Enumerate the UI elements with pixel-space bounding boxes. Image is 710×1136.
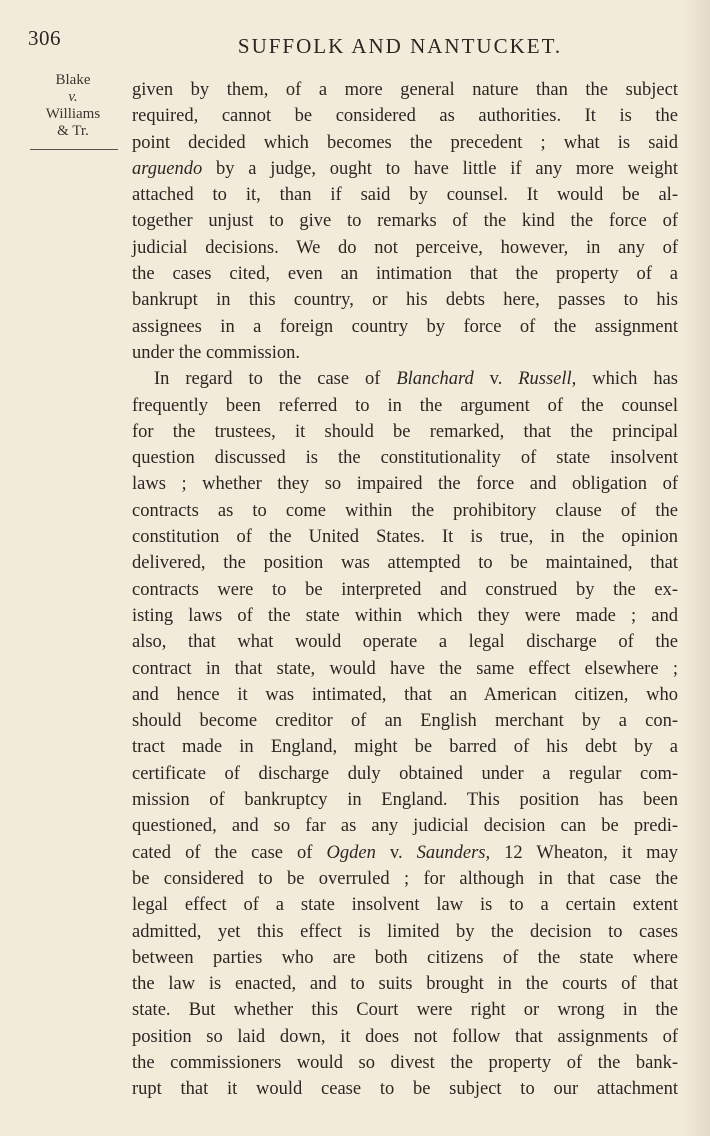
text-line: [132, 840, 678, 866]
text-segment: In regard to the case of: [154, 369, 397, 390]
text-segment: question discussed is the constitutionality of state insolvent: [132, 448, 678, 469]
text-line: [132, 498, 678, 524]
text-line: [132, 656, 678, 682]
margin-case-note: [30, 72, 116, 140]
text-segment: point decided which becomes the precedent ; what is said: [132, 132, 678, 153]
text-segment: tract made in England, might be barred of his debt by a: [132, 737, 678, 758]
text-segment: questioned, and so far as any judicial decision can be predi-: [132, 816, 678, 837]
running-title: SUFFOLK AND NANTUCKET.: [237, 34, 563, 58]
text-segment: which has: [576, 369, 678, 390]
text-line: [132, 682, 678, 708]
text-line: [132, 761, 678, 787]
text-line: [132, 813, 678, 839]
text-segment: delivered, the position was attempted to be maintained, that: [132, 553, 678, 574]
body-text: [132, 77, 678, 1103]
margin-divider: [30, 149, 118, 150]
text-segment: should become creditor of an English merchant by a con-: [132, 711, 678, 732]
text-segment: laws ; whether they so impaired the force and obligation of: [132, 474, 678, 495]
text-segment: certificate of discharge duly obtained under a regular com-: [132, 763, 678, 784]
text-line: [132, 550, 678, 576]
text-line: [132, 235, 678, 261]
text-segment: the commissioners would so divest the property of the bank-: [132, 1052, 678, 1073]
text-line: [132, 182, 678, 208]
text-line: [132, 340, 678, 366]
text-segment: the cases cited, even an intimation that the property of a: [132, 264, 678, 285]
text-segment: frequently been referred to in the argument of the counsel: [132, 395, 678, 416]
text-line: [132, 971, 678, 997]
margin-note-line: Williams: [45, 106, 101, 122]
text-segment: for the trustees, it should be remarked, that the principal: [132, 421, 678, 442]
text-line: [132, 366, 678, 392]
text-line: [132, 577, 678, 603]
text-segment: rupt that it would cease to be subject to our attachment: [132, 1079, 678, 1100]
text-segment: 12 Wheaton, it may: [490, 842, 678, 863]
italic-case-name: Blanchard: [396, 369, 474, 390]
text-segment: v.: [473, 369, 519, 390]
text-line: [132, 1076, 678, 1102]
text-line: [132, 130, 678, 156]
text-line: [132, 314, 678, 340]
text-line: [132, 708, 678, 734]
text-line: [132, 1050, 678, 1076]
text-line: [132, 866, 678, 892]
text-line: [132, 892, 678, 918]
text-line: [132, 524, 678, 550]
text-line: [132, 287, 678, 313]
page-gutter-shade: [684, 0, 710, 1136]
margin-note-line: & Tr.: [57, 123, 89, 139]
italic-case-name: Saunders,: [416, 842, 491, 863]
text-line: [132, 208, 678, 234]
text-segment: under the commission.: [132, 342, 301, 363]
text-line: [132, 1024, 678, 1050]
text-segment: given by them, of a more general nature than the subject: [132, 80, 678, 100]
text-segment: admitted, yet this effect is limited by the decision to cases: [132, 921, 678, 942]
text-line: [132, 77, 678, 103]
text-segment: between parties who are both citizens of the state where: [132, 947, 678, 968]
text-segment: legal effect of a state insolvent law is to a certain extent: [132, 895, 678, 916]
text-line: [132, 393, 678, 419]
text-line: [132, 734, 678, 760]
text-segment: attached to it, than if said by counsel. It would be al-: [132, 185, 678, 206]
italic-case-name: Russell,: [518, 369, 577, 390]
text-segment: state. But whether this Court were right or wrong in the: [132, 1000, 678, 1021]
text-line: [132, 629, 678, 655]
text-line: [132, 603, 678, 629]
text-segment: position so laid down, it does not follow that assignments of: [132, 1026, 678, 1047]
text-line: [132, 471, 678, 497]
text-segment: constitution of the United States. It is true, in the opinion: [132, 527, 678, 548]
text-segment: contract in that state, would have the same effect elsewhere ;: [132, 658, 678, 679]
page-number: 306: [28, 26, 61, 50]
text-segment: by a judge, ought to have little if any more weight: [202, 158, 678, 179]
italic-case-name: Ogden: [326, 842, 376, 863]
text-segment: contracts as to come within the prohibitory clause of the: [132, 500, 678, 521]
text-segment: bankrupt in this country, or his debts here, passes to his: [132, 290, 678, 311]
text-segment: judicial decisions. We do not perceive, however, in any of: [132, 237, 678, 258]
text-line: [132, 261, 678, 287]
margin-note-line: Blake: [55, 72, 91, 88]
italic-case-name: arguendo: [132, 158, 203, 179]
text-line: [132, 919, 678, 945]
text-segment: together unjust to give to remarks of the kind the force of: [132, 211, 678, 232]
text-segment: assignees in a foreign country by force of the assignment: [132, 316, 678, 337]
text-line: [132, 787, 678, 813]
text-segment: required, cannot be considered as authorities. It is the: [132, 106, 678, 127]
text-line: [132, 997, 678, 1023]
margin-note-line: v.: [68, 89, 78, 105]
text-segment: the law is enacted, and to suits brought in the courts of that: [132, 974, 678, 995]
text-segment: contracts were to be interpreted and construed by the ex-: [132, 579, 678, 600]
text-segment: also, that what would operate a legal discharge of the: [132, 632, 678, 653]
text-segment: mission of bankruptcy in England. This position has been: [132, 790, 678, 811]
text-segment: be considered to be overruled ; for although in that case the: [132, 868, 678, 889]
text-line: [132, 419, 678, 445]
text-segment: and hence it was intimated, that an American citizen, who: [132, 684, 678, 705]
text-line: [132, 103, 678, 129]
text-line: [132, 945, 678, 971]
text-segment: isting laws of the state within which they were made ; and: [132, 605, 678, 626]
text-line: [132, 445, 678, 471]
text-segment: v.: [375, 842, 417, 863]
text-line: [132, 156, 678, 182]
text-segment: cated of the case of: [132, 842, 327, 863]
